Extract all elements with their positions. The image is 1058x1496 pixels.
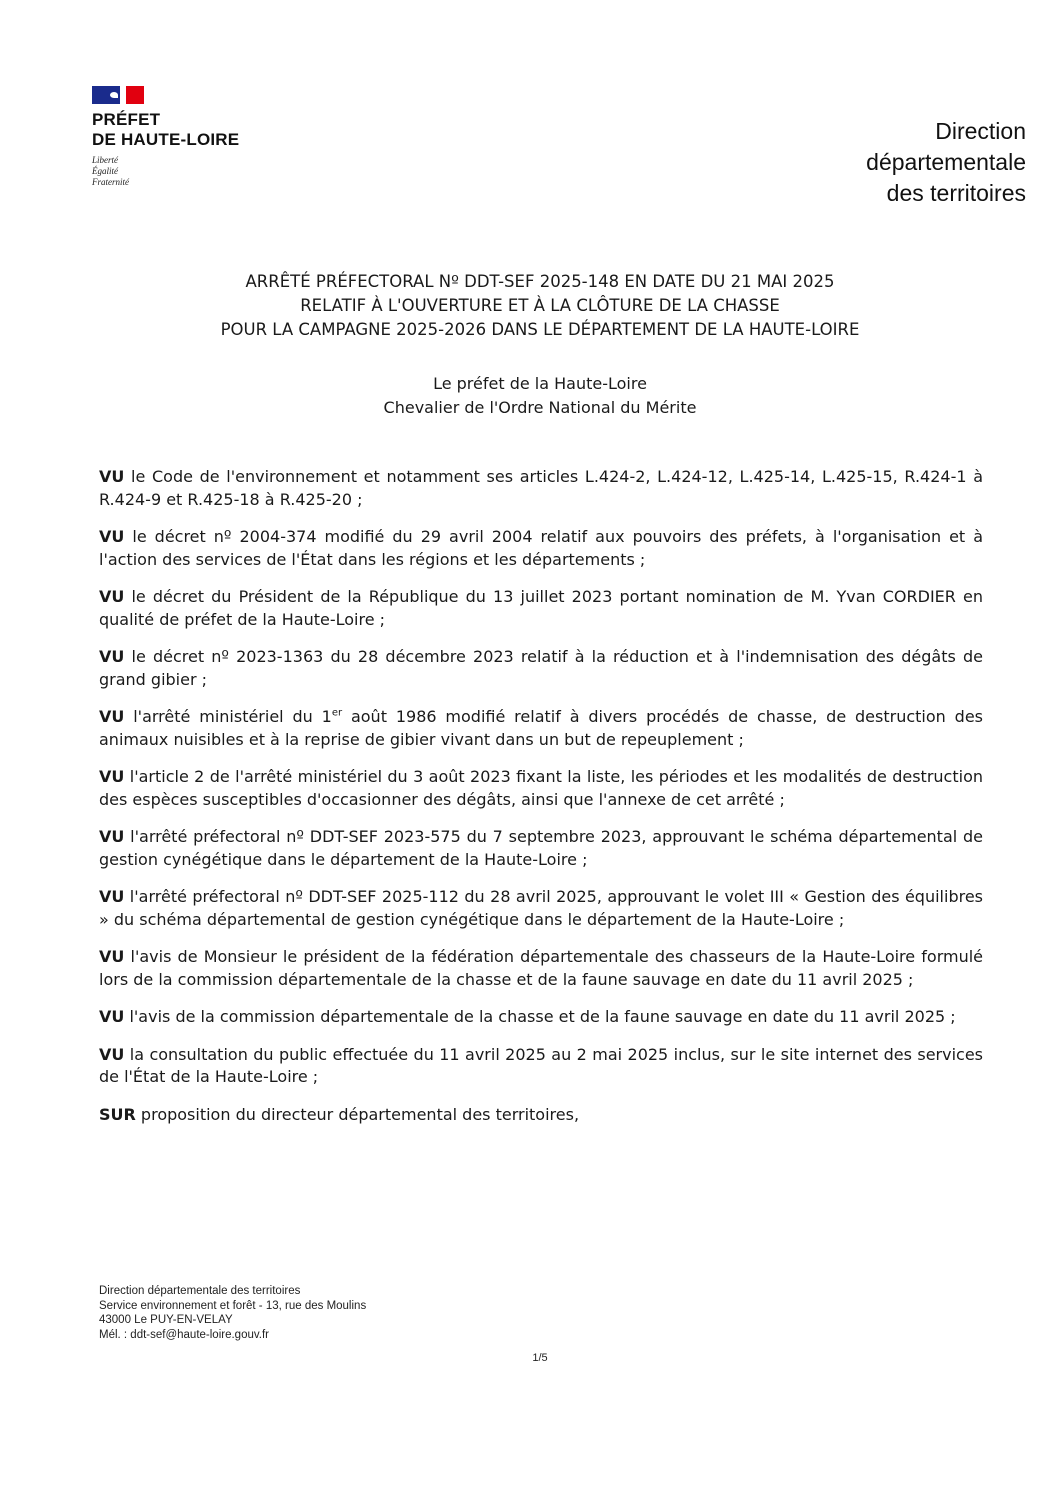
visa-keyword: VU bbox=[99, 827, 125, 846]
visa-text: l'avis de Monsieur le président de la fédération départementale des chasseurs de la Haute-Loire formulé lors de la commission départementale de la chasse et de la faune sauvage en date du 11 avril 2025 ; bbox=[99, 947, 983, 989]
visa-paragraph bbox=[99, 1006, 983, 1029]
visa-paragraph bbox=[99, 886, 983, 931]
direction-line1: Direction bbox=[935, 118, 1026, 144]
prefet-designation bbox=[100, 372, 980, 420]
proposal-keyword: SUR bbox=[99, 1104, 136, 1124]
visa-keyword: VU bbox=[99, 467, 125, 486]
proposal-paragraph bbox=[99, 1104, 983, 1127]
issuing-service bbox=[866, 116, 1026, 209]
prefecture-logo bbox=[92, 86, 292, 188]
proposal-text: proposition du directeur départemental des territoires, bbox=[135, 1104, 580, 1124]
visa-paragraph bbox=[99, 526, 983, 571]
visa-paragraph bbox=[99, 826, 983, 871]
prefet-label-line2: DE HAUTE-LOIRE bbox=[92, 130, 240, 149]
footer-address bbox=[99, 1284, 366, 1342]
prefet-line1: Le préfet de la Haute-Loire bbox=[433, 374, 647, 393]
direction-line2: départementale bbox=[866, 149, 1026, 175]
footer-line2: Service environnement et forêt - 13, rue des Moulins bbox=[99, 1299, 367, 1312]
title-line3: POUR LA CAMPAGNE 2025-2026 DANS LE DÉPARTEMENT DE LA HAUTE-LOIRE bbox=[220, 320, 860, 339]
page-number: 1/5 bbox=[532, 1352, 548, 1364]
visas-section bbox=[99, 466, 983, 1141]
visa-text: la consultation du public effectuée du 11 avril 2025 au 2 mai 2025 inclus, sur le site internet des services de l'État de la Haute-Loire ; bbox=[99, 1044, 983, 1086]
visa-paragraph bbox=[99, 946, 983, 991]
visa-text: le décret nº 2023-1363 du 28 décembre 2023 relatif à la réduction et à l'indemnisation des dégâts de grand gibier ; bbox=[99, 647, 983, 689]
document-title bbox=[100, 270, 980, 342]
title-line2: RELATIF À L'OUVERTURE ET À LA CLÔTURE DE LA CHASSE bbox=[300, 296, 780, 315]
motto-fraternite: Fraternité bbox=[92, 177, 129, 187]
visa-keyword: VU bbox=[99, 647, 125, 666]
prefet-line2: Chevalier de l'Ordre National du Mérite bbox=[383, 398, 697, 417]
marianne-flag-icon bbox=[92, 86, 144, 104]
visa-text: le décret du Président de la République du 13 juillet 2023 portant nomination de M. Yvan CORDIER en qualité de préfet de la Haute-Loire ; bbox=[99, 587, 983, 629]
visa-keyword: VU bbox=[99, 1007, 125, 1026]
visa-paragraph bbox=[99, 1044, 983, 1089]
motto-liberte: Liberté bbox=[92, 155, 118, 165]
visa-keyword: VU bbox=[99, 767, 125, 786]
visa-text: août 1986 modifié relatif à divers procédés de chasse, de destruction des animaux nuisibles et à la reprise de gibier vivant dans un but de repeuplement ; bbox=[99, 707, 983, 749]
visa-paragraph bbox=[99, 706, 983, 751]
visa-paragraph bbox=[99, 766, 983, 811]
motto-egalite: Égalité bbox=[92, 166, 118, 176]
footer-email: Mél. : ddt-sef@haute-loire.gouv.fr bbox=[99, 1328, 269, 1341]
visa-text: le Code de l'environnement et notamment ses articles L.424-2, L.424-12, L.425-14, L.425-15, R.424-1 à R.424-9 et R.425-18 à R.425-20 ; bbox=[99, 467, 983, 509]
visa-superscript: er bbox=[331, 707, 343, 719]
visa-text: l'avis de la commission départementale de la chasse et de la faune sauvage en date du 11 avril 2025 ; bbox=[124, 1007, 956, 1026]
visa-text: l'arrêté préfectoral nº DDT-SEF 2023-575 du 7 septembre 2023, approuvant le schéma départemental de gestion cynégétique dans le département de la Haute-Loire ; bbox=[99, 827, 983, 869]
visa-keyword: VU bbox=[99, 1044, 125, 1064]
republic-motto bbox=[92, 155, 292, 188]
footer-line1: Direction départementale des territoires bbox=[99, 1285, 301, 1297]
visa-paragraph bbox=[99, 586, 983, 631]
visa-paragraph bbox=[99, 646, 983, 691]
visa-text-before: l'arrêté ministériel du 1 bbox=[124, 707, 332, 726]
title-line1: ARRÊTÉ PRÉFECTORAL Nº DDT-SEF 2025-148 EN DATE DU 21 MAI 2025 bbox=[245, 272, 835, 291]
visa-keyword: VU bbox=[99, 587, 125, 606]
prefet-label-line1: PRÉFET bbox=[92, 110, 161, 129]
footer-line3: 43000 Le PUY-EN-VELAY bbox=[99, 1314, 233, 1326]
visa-keyword: VU bbox=[99, 707, 125, 726]
visa-text: l'article 2 de l'arrêté ministériel du 3 août 2023 fixant la liste, les périodes et les modalités de destruction des espèces susceptibles d'occasionner des dégâts, ainsi que l'annexe de cet arrêté ; bbox=[99, 767, 983, 809]
visa-text: le décret nº 2004-374 modifié du 29 avril 2004 relatif aux pouvoirs des préfets, à l'organisation et à l'action des services de l'État dans les régions et les départements ; bbox=[99, 527, 983, 569]
visa-keyword: VU bbox=[99, 887, 125, 906]
direction-line3: des territoires bbox=[886, 180, 1026, 206]
visa-keyword: VU bbox=[99, 947, 125, 966]
visa-keyword: VU bbox=[99, 527, 125, 546]
visa-paragraph bbox=[99, 466, 983, 511]
visa-text: l'arrêté préfectoral nº DDT-SEF 2025-112 du 28 avril 2025, approuvant le volet III « Gestion des équilibres » du schéma départemental de gestion cynégétique dans le département de la Haute-Loire ; bbox=[99, 887, 983, 929]
